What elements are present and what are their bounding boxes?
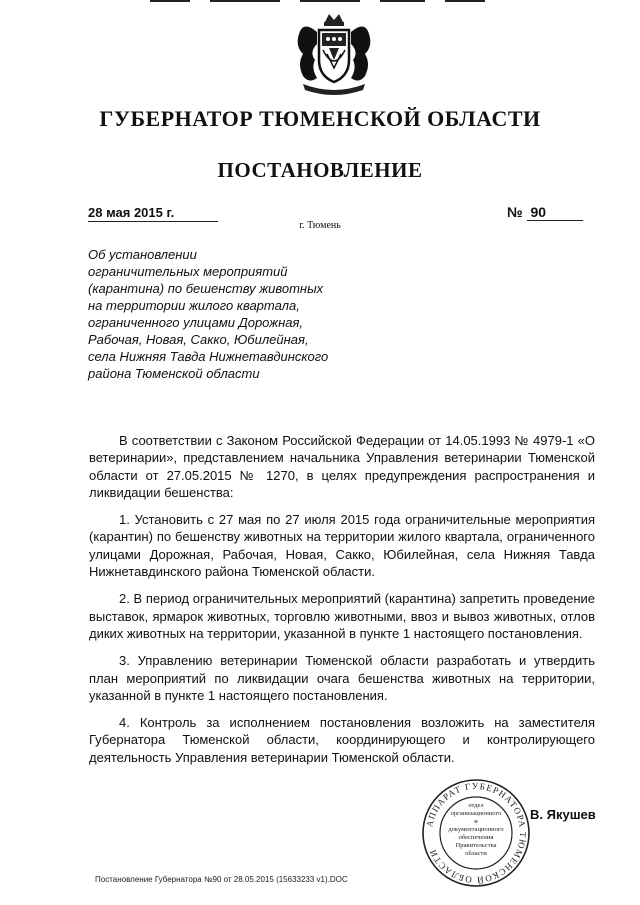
stamp-center-line: Правительства [455, 842, 497, 849]
subject-line: Об установлении [88, 247, 197, 262]
document-subject [88, 246, 388, 382]
stamp-center-line: области [465, 850, 487, 857]
body-item-1: 1. Установить с 27 мая по 27 июля 2015 года ограничительные мероприятия (карантин) по бешенству животных на территории жилого квартала, ограниченного улицами Дорожная, Рабочая, Новая, Сакко, Юбилейная, села Нижняя Тавда Нижнетавдинского района Тюменской области. [89, 512, 595, 580]
scan-top-marks [150, 0, 490, 4]
stamp-center-line: отдел [468, 802, 484, 809]
number-label: № [507, 204, 523, 220]
stamp-center-line: организационного [450, 810, 502, 817]
subject-line: Рабочая, Новая, Сакко, Юбилейная, [88, 332, 309, 347]
authority-title: ГУБЕРНАТОР ТЮМЕНСКОЙ ОБЛАСТИ [99, 106, 541, 131]
subject-line: района Тюменской области [88, 366, 260, 381]
subject-line: села Нижняя Тавда Нижнетавдинского [88, 349, 329, 364]
subject-line: ограничительных мероприятий [88, 264, 288, 279]
stamp-center-line: и [474, 818, 478, 825]
body-preamble: В соответствии с Законом Российской Федерации от 14.05.1993 № 4979-1 «О ветеринарии», представлением начальника Управления ветеринарии Тюменской области от 27.05.2015 № 1270, в целях предупреждения распространения и ликвидации бешенства: [89, 433, 595, 500]
body-item-2: 2. В период ограничительных мероприятий (карантина) запретить проведение выставок, ярмарок животных, торговлю животными, ввоз и вывоз животных, отлов диких животных на территории, указанной в пункте 1 настоящего постановления. [89, 591, 595, 641]
body-item-3: 3. Управлению ветеринарии Тюменской области разработать и утвердить план мероприятий по ликвидации очага бешенства животных на территории, указанной в пункте 1 настоящего постановления. [89, 653, 595, 703]
document-city: г. Тюмень [299, 220, 341, 231]
signatory-name: В. Якушев [530, 807, 596, 822]
subject-line: на территории жилого квартала, [88, 298, 300, 313]
number-value: 90 [527, 204, 583, 221]
coat-of-arms-emblem [289, 10, 379, 100]
official-stamp [420, 778, 532, 888]
stamp-center-line: документационного [448, 826, 504, 833]
subject-line: (карантина) по бешенству животных [88, 281, 324, 296]
subject-line: ограниченного улицами Дорожная, [88, 315, 304, 330]
document-type-heading: ПОСТАНОВЛЕНИЕ [217, 158, 423, 182]
file-footer: Постановление Губернатора №90 от 28.05.2015 (15633233 v1).DOC [95, 875, 348, 884]
document-number [507, 204, 583, 221]
stamp-center-line: обеспечения [458, 834, 494, 841]
body-item-4: 4. Контроль за исполнением постановления возложить на заместителя Губернатора Тюменской области, координирующего и контролирующего деятельность Управления ветеринарии Тюменской области. [89, 715, 595, 765]
document-body [89, 432, 595, 776]
document-date: 28 мая 2015 г. [88, 205, 218, 222]
stamp-ring-text: АППАРАТ ГУБЕРНАТОРА ТЮМЕНСКОЙ ОБЛАСТИ [424, 780, 529, 886]
